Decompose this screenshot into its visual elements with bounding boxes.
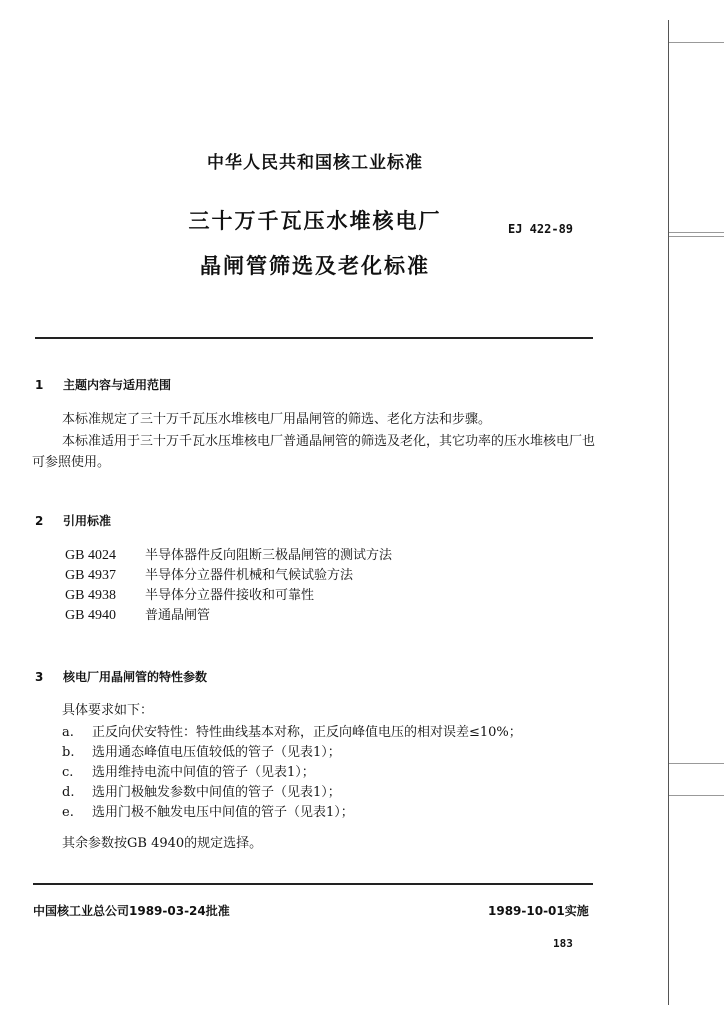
- section-1-paragraph-1: 本标准规定了三十万千瓦压水堆核电厂用晶闸管的筛选、老化方法和步骤。: [62, 412, 492, 427]
- standard-code: GB 4024: [65, 548, 116, 563]
- section-title: 核电厂用晶闸管的特性参数: [63, 670, 208, 684]
- binding-edge-line: [668, 20, 669, 1005]
- section-3-heading: [35, 668, 207, 685]
- document-title-line1: 三十万千瓦压水堆核电厂: [188, 209, 442, 233]
- item-text: 正反向伏安特性：特性曲线基本对称，正反向峰值电压的相对误差≤10%；: [92, 725, 522, 740]
- list-item: [62, 783, 522, 803]
- item-mark: e.: [62, 805, 74, 820]
- margin-tick: [669, 795, 724, 796]
- section-1-paragraph-2: 本标准适用于三十万千瓦水压堆核电厂普通晶闸管的筛选及老化，其它功率的压水堆核电厂也可参照使用。: [32, 434, 596, 470]
- item-mark: a.: [62, 725, 74, 740]
- header-divider: [35, 337, 593, 339]
- item-mark: c.: [62, 765, 74, 780]
- item-mark: b.: [62, 745, 75, 760]
- section-number: 3: [35, 670, 44, 684]
- item-text: 选用门极触发参数中间值的管子（见表1）；: [92, 785, 341, 800]
- standard-title: 半导体分立器件机械和气候试验方法: [145, 568, 354, 583]
- standard-title: 普通晶闸管: [145, 608, 211, 623]
- list-item: [62, 763, 522, 783]
- list-item: [65, 546, 392, 566]
- list-item: [65, 566, 392, 586]
- standard-title: 半导体器件反向阻断三极晶闸管的测试方法: [145, 548, 393, 563]
- standard-code: GB 4940: [65, 608, 116, 623]
- section-title: 主题内容与适用范围: [63, 378, 172, 392]
- section-title: 引用标准: [63, 514, 112, 528]
- list-item: [62, 743, 522, 763]
- section-number: 1: [35, 378, 44, 392]
- section-2-heading: [35, 512, 111, 529]
- section-1-heading: [35, 376, 171, 393]
- section-number: 2: [35, 514, 44, 528]
- list-item: [62, 803, 522, 823]
- margin-tick: [669, 42, 724, 43]
- requirements-closing: 其余参数按GB 4940的规定选择。: [62, 836, 263, 851]
- margin-tick: [669, 232, 724, 233]
- page-number: 183: [553, 937, 573, 950]
- footer-divider: [33, 883, 593, 885]
- list-item: [65, 586, 392, 606]
- standard-code: GB 4937: [65, 568, 116, 583]
- referenced-standards-list: [65, 546, 392, 626]
- approval-line: 中国核工业总公司1989-03-24批准: [33, 904, 230, 918]
- implementation-date: 1989-10-01实施: [488, 904, 589, 918]
- item-text: 选用门极不触发电压中间值的管子（见表1）；: [92, 805, 354, 820]
- item-text: 选用维持电流中间值的管子（见表1）；: [92, 765, 315, 780]
- item-mark: d.: [62, 785, 75, 800]
- issuing-organization: 中华人民共和国核工业标准: [207, 153, 423, 173]
- document-title-line2: 晶闸管筛选及老化标准: [200, 254, 430, 278]
- requirements-list: [62, 723, 522, 823]
- standard-code: GB 4938: [65, 588, 116, 603]
- margin-tick: [669, 763, 724, 764]
- item-text: 选用通态峰值电压值较低的管子（见表1）；: [92, 745, 341, 760]
- standard-title: 半导体分立器件接收和可靠性: [145, 588, 315, 603]
- list-item: [65, 606, 392, 626]
- requirements-intro: 具体要求如下：: [62, 703, 154, 718]
- list-item: [62, 723, 522, 743]
- margin-tick: [669, 236, 724, 237]
- standard-code: EJ 422-89: [508, 222, 574, 236]
